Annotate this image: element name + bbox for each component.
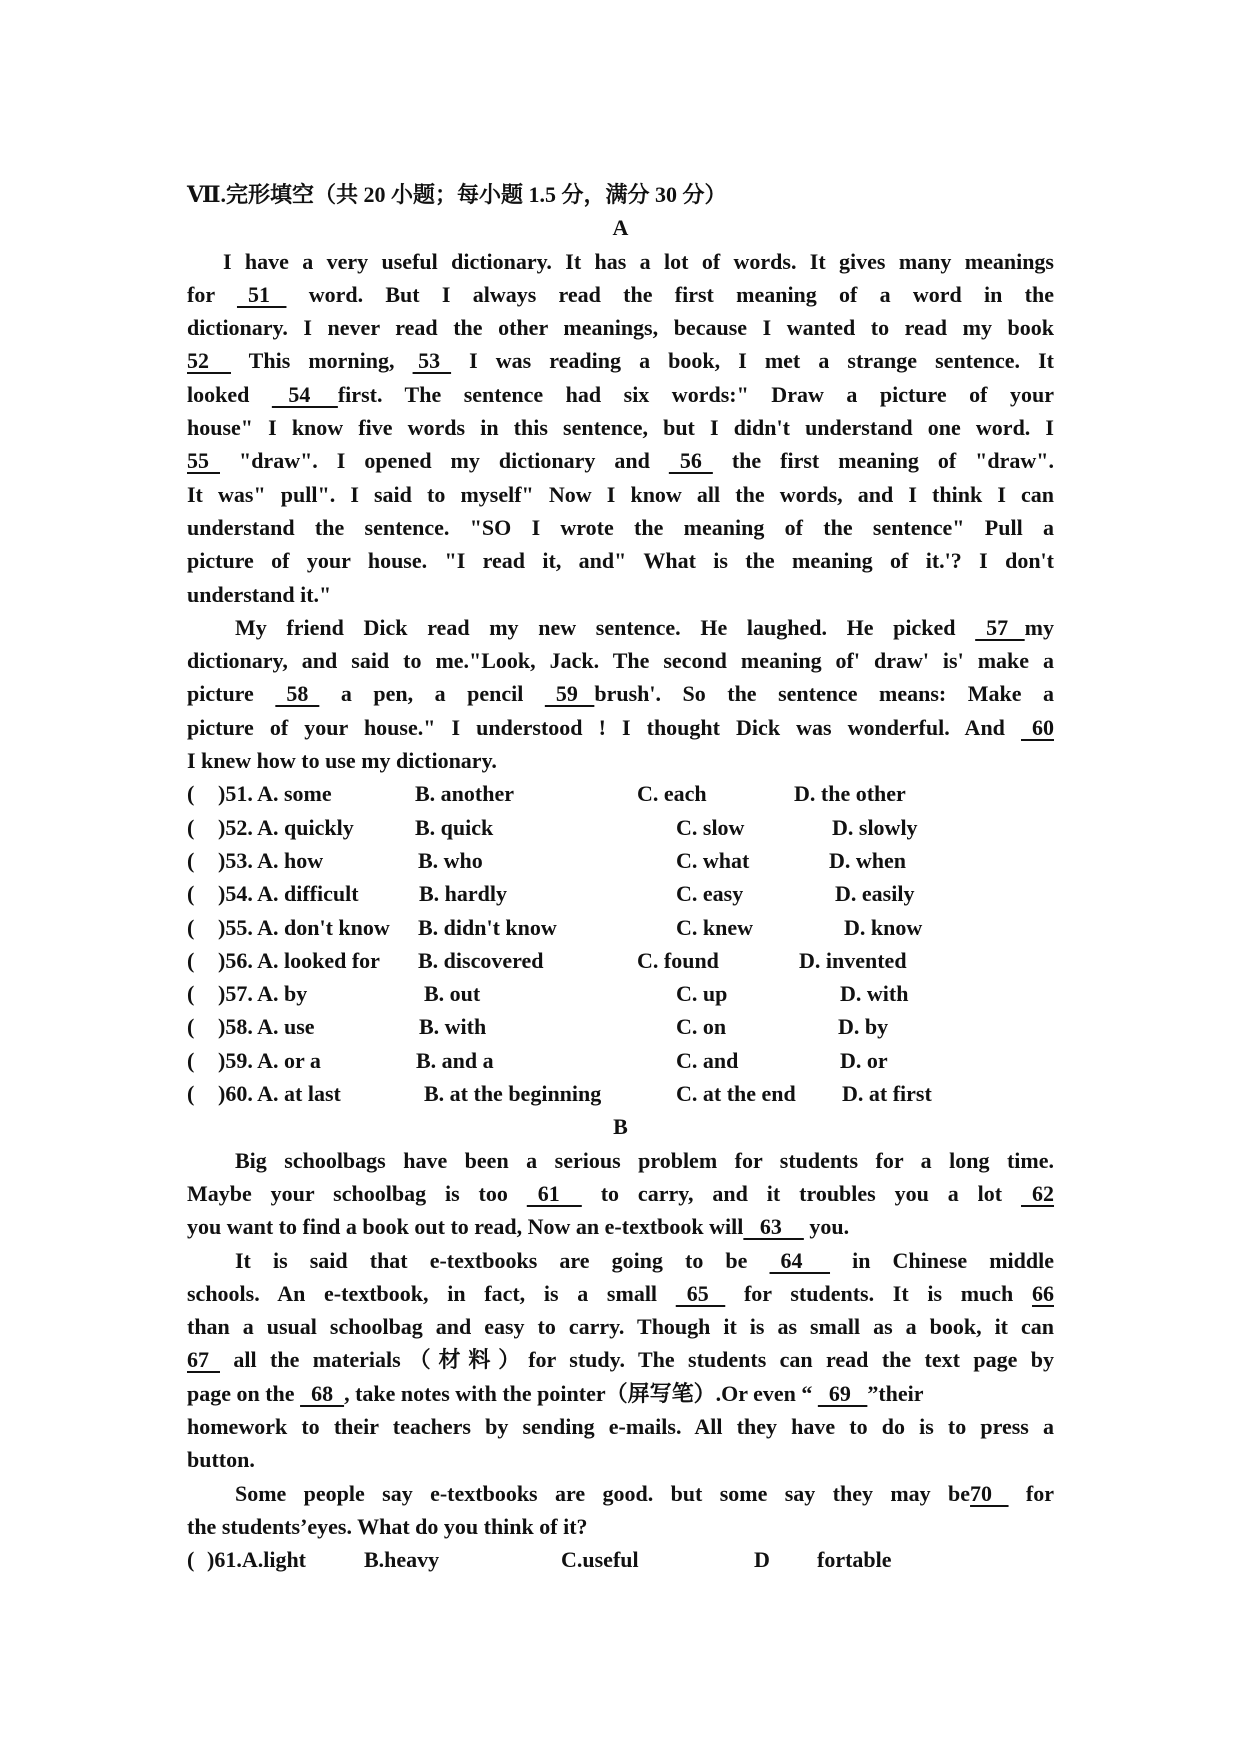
passage-text: page on the xyxy=(187,1380,301,1406)
part-b-questions xyxy=(187,1543,1054,1576)
passage-text: I have a very useful dictionary. It has a lot of words. It gives many meanings xyxy=(223,248,1054,274)
passage-text: dictionary, and said to me."Look, Jack. The second meaning of' draw' is' make a xyxy=(187,648,1054,674)
passage-text: "draw". I opened my dictionary and xyxy=(220,448,669,474)
question-option-d: D. with xyxy=(840,981,909,1007)
question-option-a: )54. A. difficult xyxy=(218,881,359,907)
question-option-b: B. discovered xyxy=(418,947,544,973)
passage-text: house" I know five words in this sentence, but I didn't understand one word. I xyxy=(187,415,1054,441)
passage-text: picture of your house. "I read it, and" What is the meaning of it.'? I don't xyxy=(187,548,1054,574)
passage-text: for students. It is much xyxy=(725,1280,1032,1306)
part-a-label: A xyxy=(612,215,629,241)
passage-text: homework to their teachers by sending e-mails. All they have to do is to press a xyxy=(187,1413,1054,1439)
passage-text: understand the sentence. "SO I wrote the meaning of the sentence" Pull a xyxy=(187,514,1054,540)
question-option-d: D. or xyxy=(840,1047,888,1073)
passage-line xyxy=(187,444,1054,477)
passage-line xyxy=(187,378,1054,411)
question-option-a: )58. A. use xyxy=(218,1014,315,1040)
passage-text: schools. An e-textbook, in fact, is a small xyxy=(187,1280,676,1306)
question-row xyxy=(187,944,1054,977)
passage-text: ”their xyxy=(867,1380,924,1406)
passage-text: button. xyxy=(187,1447,255,1473)
question-option-d: D. at first xyxy=(842,1081,932,1107)
passage-text: picture of your house." I understood ! I thought Dick was wonderful. And xyxy=(187,714,1021,740)
passage-line xyxy=(187,511,1054,544)
part-a-questions xyxy=(187,777,1054,1110)
question-option-b: B. and a xyxy=(416,1047,494,1073)
question-paren: ( xyxy=(187,814,195,840)
answer-blank: 60 xyxy=(1021,714,1054,740)
passage-text: Maybe your schoolbag is too xyxy=(187,1180,527,1206)
question-option-a: )56. A. looked for xyxy=(218,947,380,973)
passage-text: dictionary. I never read the other meanings, because I wanted to read my book xyxy=(187,315,1054,341)
passage-line xyxy=(187,278,1054,311)
question-option-c: C. slow xyxy=(676,814,745,840)
question-row xyxy=(187,977,1054,1010)
passage-text: picture xyxy=(187,681,276,707)
passage-line xyxy=(187,677,1054,710)
question-option-b: B. quick xyxy=(415,814,494,840)
passage-text: It was" pull". I said to myself" Now I know all the words, and I think I can xyxy=(187,481,1054,507)
question-option-d: D. know xyxy=(844,914,923,940)
question-row xyxy=(187,877,1054,910)
passage-line xyxy=(187,1210,1054,1243)
question-row xyxy=(187,1044,1054,1077)
passage-line xyxy=(187,344,1054,377)
question-paren: ( xyxy=(187,881,195,907)
passage-text: for xyxy=(1008,1480,1054,1506)
question-paren: ( xyxy=(187,1081,195,1107)
question-option-d: D. easily xyxy=(835,881,915,907)
passage-text: a pen, a pencil xyxy=(319,681,545,707)
passage-line xyxy=(187,478,1054,511)
question-row xyxy=(187,844,1054,877)
passage-line xyxy=(187,1477,1054,1510)
question-option-b: B.heavy xyxy=(364,1547,440,1573)
passage-line xyxy=(187,1144,1054,1177)
question-paren: ( xyxy=(187,1014,195,1040)
passage-text: you want to find a book out to read, Now an e-textbook will xyxy=(187,1214,744,1240)
passage-text: brush'. So the sentence means: Make a xyxy=(594,681,1055,707)
passage-line xyxy=(187,578,1054,611)
passage-text: My friend Dick read my new sentence. He laughed. He picked xyxy=(235,614,976,640)
section-title: Ⅶ.完形填空（共 20 小题；每小题 1.5 分，满分 30 分） xyxy=(187,182,727,207)
question-option-b: B. another xyxy=(415,781,514,807)
question-row xyxy=(187,1543,1054,1576)
passage-line xyxy=(187,744,1054,777)
passage-line xyxy=(187,611,1054,644)
part-b-label: B xyxy=(613,1114,628,1140)
question-option-b: B. didn't know xyxy=(418,914,557,940)
question-option-b: B. at the beginning xyxy=(424,1081,602,1107)
answer-blank: 63 xyxy=(743,1214,804,1240)
answer-blank: 64 xyxy=(769,1247,831,1273)
passage-text: first. The sentence had six words:" Draw a picture of your xyxy=(337,381,1054,407)
answer-blank: 69 xyxy=(817,1380,868,1406)
passage-line xyxy=(187,711,1054,744)
passage-text: in Chinese middle xyxy=(830,1247,1054,1273)
passage-line xyxy=(187,311,1054,344)
question-paren: ( xyxy=(187,781,195,807)
question-option-a: )51. A. some xyxy=(218,781,332,807)
passage-line xyxy=(187,1244,1054,1277)
passage-text: I knew how to use my dictionary. xyxy=(187,748,497,774)
question-option-d: D. by xyxy=(838,1014,889,1040)
passage-text: the first meaning of "draw". xyxy=(712,448,1054,474)
question-option-c: C. and xyxy=(676,1047,739,1073)
question-row xyxy=(187,777,1054,810)
question-paren: ( xyxy=(187,847,195,873)
passage-line xyxy=(187,1177,1054,1210)
question-option-c: C. knew xyxy=(676,914,754,940)
passage-text: word. But I always read the first meaning of a word in the xyxy=(286,281,1054,307)
answer-blank: 52 xyxy=(187,348,231,374)
passage-line xyxy=(187,1343,1054,1376)
question-option-c: C. what xyxy=(676,847,750,873)
passage-line xyxy=(187,1410,1054,1443)
passage-line xyxy=(187,544,1054,577)
question-option-d: D. the other xyxy=(794,781,906,807)
passage-text: looked xyxy=(187,381,272,407)
question-option-b: B. hardly xyxy=(419,881,508,907)
question-option-a: )55. A. don't know xyxy=(218,914,390,940)
passage-line xyxy=(187,1310,1054,1343)
question-option-d: D. when xyxy=(829,847,907,873)
part-b-passage xyxy=(187,1144,1054,1544)
question-option-a: )52. A. quickly xyxy=(218,814,354,840)
answer-blank: 56 xyxy=(668,448,713,474)
answer-blank: 55 xyxy=(187,448,220,474)
passage-line xyxy=(187,1510,1054,1543)
question-option-c: C. up xyxy=(676,981,728,1007)
question-option-c: C. each xyxy=(637,781,707,807)
question-paren: ( xyxy=(187,1047,195,1073)
question-paren: ( xyxy=(187,1547,195,1573)
passage-text: This morning, xyxy=(231,348,413,374)
question-paren: ( xyxy=(187,947,195,973)
passage-line xyxy=(187,1377,1054,1410)
passage-text: you. xyxy=(803,1214,850,1240)
question-option-a: )53. A. how xyxy=(218,847,324,873)
passage-text: my xyxy=(1024,614,1054,640)
question-option-a: )61.A.light xyxy=(207,1547,306,1573)
question-option-c: C. found xyxy=(637,947,719,973)
passage-text: I was reading a book, I met a strange sentence. It xyxy=(451,348,1054,374)
passage-text: , take notes with the pointer（屏写笔）.Or even “ xyxy=(344,1380,818,1406)
question-option-b: B. who xyxy=(418,847,483,873)
question-option-a: )60. A. at last xyxy=(218,1081,341,1107)
question-row xyxy=(187,1077,1054,1110)
passage-text: the students’eyes. What do you think of it? xyxy=(187,1513,588,1539)
question-option-d: D. slowly xyxy=(832,814,918,840)
passage-text: understand it." xyxy=(187,581,332,607)
passage-text: It is said that e-textbooks are going to be xyxy=(235,1247,770,1273)
passage-line xyxy=(187,1277,1054,1310)
passage-text: Some people say e-textbooks are good. but some say they may be xyxy=(235,1480,971,1506)
question-option-a: )57. A. by xyxy=(218,981,308,1007)
exam-page xyxy=(187,178,1054,1576)
question-paren: ( xyxy=(187,981,195,1007)
answer-blank: 65 xyxy=(675,1280,726,1306)
question-paren: ( xyxy=(187,914,195,940)
question-option-c: C. easy xyxy=(676,881,744,907)
answer-blank: 53 xyxy=(412,348,452,374)
question-option-c: C.useful xyxy=(561,1547,639,1573)
question-option-c: C. at the end xyxy=(676,1081,796,1107)
question-row xyxy=(187,1010,1054,1043)
answer-blank: 68 xyxy=(300,1380,345,1406)
passage-text: for xyxy=(187,281,237,307)
question-option-d: D. invented xyxy=(799,947,907,973)
answer-blank: 61 xyxy=(526,1180,582,1206)
question-option-b: B. out xyxy=(424,981,481,1007)
answer-blank: 66 xyxy=(1032,1280,1054,1306)
answer-blank: 58 xyxy=(275,681,320,707)
passage-text: than a usual schoolbag and easy to carry. Though it is as small as a book, it can xyxy=(187,1314,1054,1340)
question-row xyxy=(187,911,1054,944)
answer-blank: 54 xyxy=(271,381,338,407)
question-option-d: D xyxy=(754,1547,770,1573)
passage-text: to carry, and it troubles you a lot xyxy=(581,1180,1022,1206)
passage-line xyxy=(187,644,1054,677)
question-option-c: C. on xyxy=(676,1014,727,1040)
answer-blank: 51 xyxy=(236,281,287,307)
question-row xyxy=(187,811,1054,844)
passage-text: Big schoolbags have been a serious problem for students for a long time. xyxy=(235,1147,1054,1173)
answer-blank: 57 xyxy=(975,614,1025,640)
answer-blank: 62 xyxy=(1021,1180,1055,1206)
part-a-passage xyxy=(187,245,1054,778)
question-option-a: )59. A. or a xyxy=(218,1047,321,1073)
answer-blank: 67 xyxy=(187,1347,220,1373)
passage-line xyxy=(187,1443,1054,1476)
question-option-b: B. with xyxy=(419,1014,487,1040)
passage-line xyxy=(187,411,1054,444)
answer-blank: 59 xyxy=(544,681,595,707)
answer-blank: 70 xyxy=(970,1480,1009,1506)
passage-text: all the materials（材料）for study. The students can read the text page by xyxy=(220,1347,1054,1373)
question-option-d-text: fortable xyxy=(817,1547,892,1573)
passage-line xyxy=(187,245,1054,278)
